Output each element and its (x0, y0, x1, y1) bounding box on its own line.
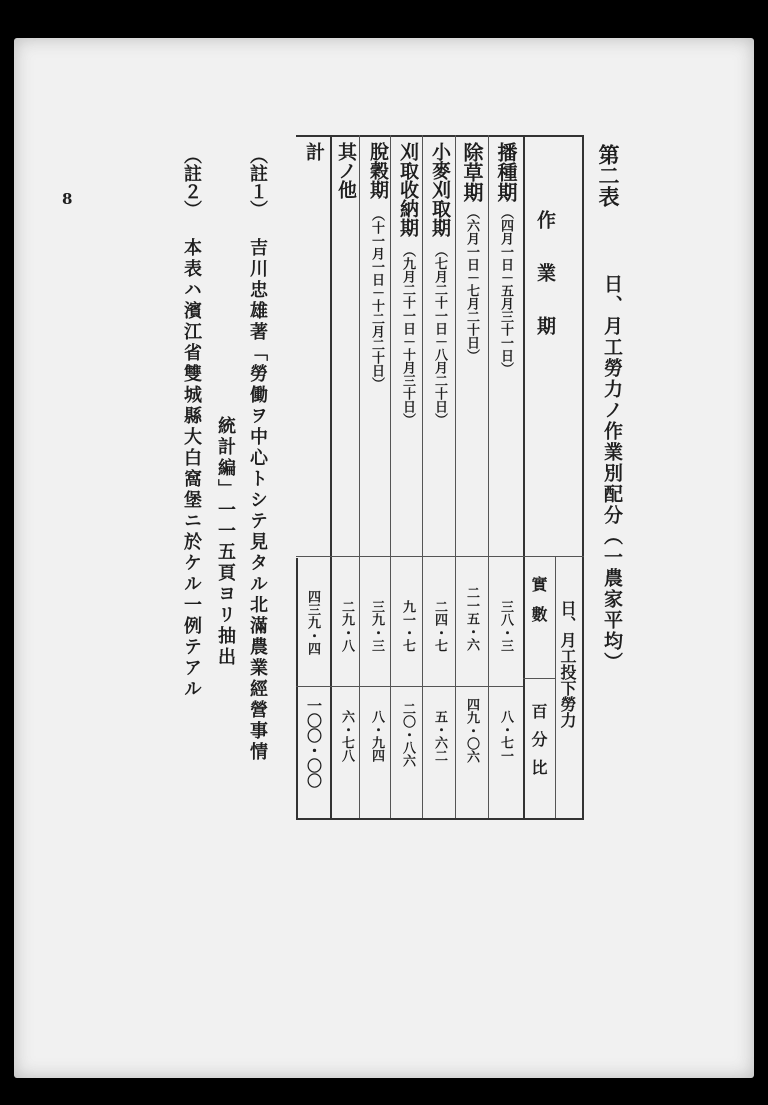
page-number: 8 (62, 190, 73, 208)
row-actual: 九一・七 (400, 600, 415, 652)
row-range: （六月一日－七月二十日） (464, 206, 479, 362)
row-actual: 二九・八 (339, 600, 354, 652)
row-name: 脫穀期 (367, 142, 389, 199)
row-name: 除草期 (460, 142, 484, 202)
row-percent: 八・九四 (369, 710, 384, 762)
header-percent: 百分比 (529, 703, 548, 787)
note1-label: （註１） (247, 146, 268, 218)
note2-label: （註２） (181, 146, 202, 218)
row-range: （四月一日－五月三十一日） (498, 206, 513, 375)
row-actual: 四三九・四 (305, 590, 320, 655)
row-percent: 五・六二 (432, 710, 447, 762)
note2-text: 本表ハ濱江省雙城縣大白窩堡ニ於ケル一例テアル (181, 238, 202, 700)
row-range: （九月二十一日－十月三十日） (400, 244, 415, 426)
document-page (14, 38, 754, 1078)
row-actual: 三九・三 (369, 600, 384, 652)
note1-text: 吉川忠雄著「勞働ヲ中心トシテ見タル北滿農業經營事情 (247, 238, 268, 763)
row-percent: 四九・〇六 (464, 698, 479, 763)
table-subtitle: 日、月工勞力ノ作業別配分（一農家平均） (601, 274, 623, 673)
row-percent: 六・七八 (339, 710, 354, 762)
row-name: 播種期 (494, 142, 518, 202)
header-actual: 實數 (529, 576, 548, 636)
row-actual: 二一五・六 (464, 586, 479, 651)
row-name: 其ノ他 (335, 142, 357, 199)
row-name: 刈取收納期 (397, 142, 419, 237)
row-actual: 三八・三 (498, 600, 513, 652)
note1-continuation: 統計編」一一五頁ヨリ抽出 (215, 416, 236, 668)
table-title: 第二表 (596, 144, 621, 207)
row-percent: 八・七一 (498, 710, 513, 762)
header-period: 作業期 (534, 210, 556, 369)
row-name: 計 (303, 142, 325, 161)
row-name: 小麥刈取期 (429, 142, 451, 237)
row-percent: 一〇〇・〇〇 (305, 698, 323, 788)
header-group: 日、月工投下勞力 (558, 600, 577, 728)
row-actual: 二四・七 (432, 600, 447, 652)
row-percent: 二〇・八六 (400, 702, 415, 767)
row-range: （七月二十一日－八月二十日） (432, 244, 447, 426)
row-range: （十一月一日－十二月二十日） (369, 208, 384, 390)
